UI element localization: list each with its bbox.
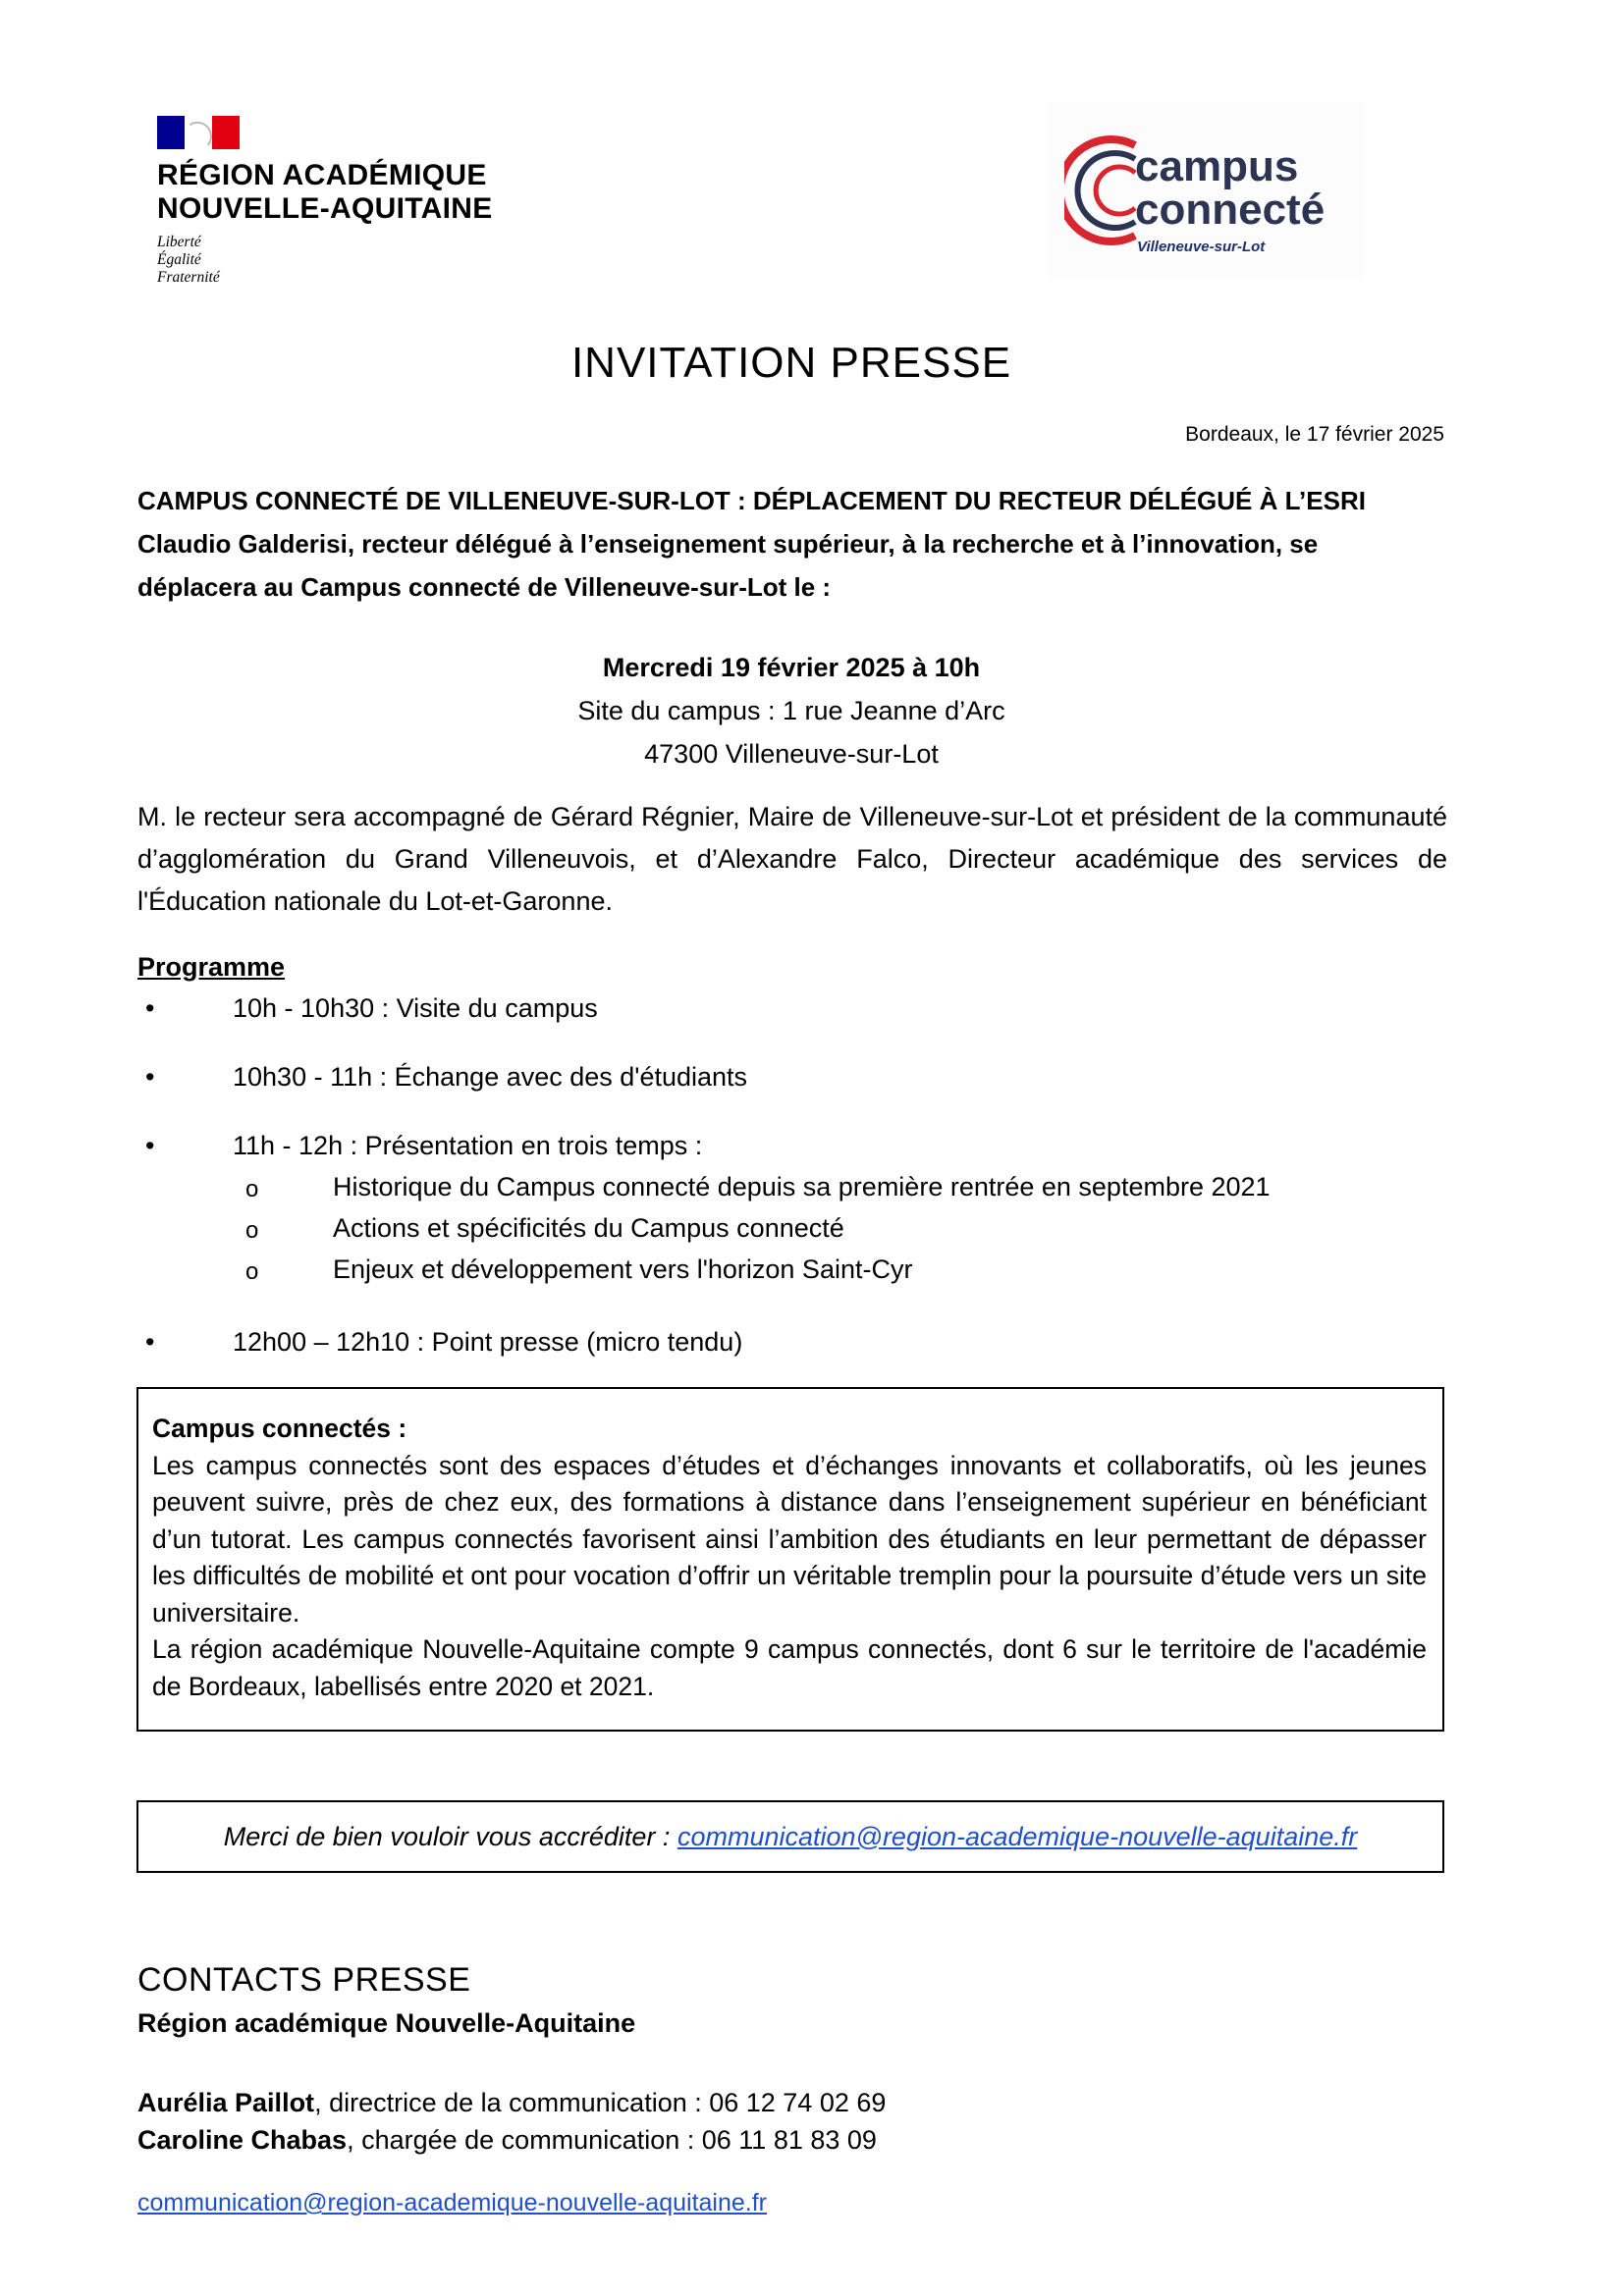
sub-bullet-icon: o bbox=[245, 1176, 259, 1202]
event-address-2: 47300 Villeneuve-sur-Lot bbox=[644, 739, 939, 769]
contacts-title: CONTACTS PRESSE bbox=[137, 1961, 471, 1999]
contacts-organization: Région académique Nouvelle-Aquitaine bbox=[137, 2008, 636, 2038]
contact-role: , chargée de communication : 06 11 81 83 09 bbox=[347, 2125, 877, 2155]
programme-subitem: Historique du Campus connecté depuis sa première rentrée en septembre 2021 bbox=[333, 1172, 1271, 1201]
logo-word-connecte: connecté bbox=[1135, 186, 1326, 234]
bullet-icon: • bbox=[145, 1327, 155, 1357]
devise-fraternite: Fraternité bbox=[157, 269, 220, 286]
dateline: Bordeaux, le 17 février 2025 bbox=[1185, 423, 1444, 446]
sub-bullet-icon: o bbox=[245, 1258, 259, 1285]
sub-bullet-icon: o bbox=[245, 1217, 259, 1244]
programme-subitem: Actions et spécificités du Campus connecté bbox=[333, 1213, 844, 1243]
devise-liberte: Liberté bbox=[157, 234, 201, 250]
programme-item: 12h00 – 12h10 : Point presse (micro tendu) bbox=[233, 1327, 743, 1357]
programme-title: Programme bbox=[137, 952, 286, 982]
devise-egalite: Égalité bbox=[157, 251, 201, 268]
contact-name: Aurélia Paillot bbox=[137, 2088, 315, 2117]
lead-block bbox=[137, 479, 1443, 609]
logo-name-line-1: RÉGION ACADÉMIQUE bbox=[157, 159, 487, 191]
programme-item: 11h - 12h : Présentation en trois temps : bbox=[233, 1131, 703, 1160]
contact-name: Caroline Chabas bbox=[137, 2125, 348, 2155]
contact-line bbox=[137, 2088, 886, 2118]
info-box-text-1: Les campus connectés sont des espaces d’études et d’échanges innovants et collaboratifs, où les jeunes peuvent suivre, près de chez eux, des formations à distance dans l’enseignement supérieur en bénéficiant d’un tutorat. Les campus connectés favorisent ainsi l’ambition des étudiants en leur permettant de dépasser les difficultés de mobilité et ont pour vocation d’offrir un véritable tremplin pour la poursuite d’étude vers un site universitaire. bbox=[152, 1450, 1427, 1628]
info-box-text-2: La région académique Nouvelle-Aquitaine compte 9 campus connectés, dont 6 sur le territoire de l'académie de Bordeaux, labellisés entre 2020 et 2021. bbox=[152, 1634, 1427, 1701]
marianne-flag-icon bbox=[157, 116, 240, 149]
contact-role: , directrice de la communication : 06 12 74 02 69 bbox=[314, 2088, 887, 2117]
programme-subitem: Enjeux et développement vers l'horizon Saint-Cyr bbox=[333, 1255, 913, 1284]
intro-paragraph: M. le recteur sera accompagné de Gérard Régnier, Maire de Villeneuve-sur-Lot et président de la communauté d’agglomération du Grand Villeneuvois, et d’Alexandre Falco, Directeur académique des services de l'Éducation nationale du Lot-et-Garonne. bbox=[137, 802, 1447, 916]
accreditation-email-link[interactable]: communication@region-academique-nouvelle-aquitaine.fr bbox=[677, 1821, 1358, 1851]
contacts-email-link[interactable]: communication@region-academique-nouvelle-aquitaine.fr bbox=[137, 2189, 768, 2216]
event-address-1: Site du campus : 1 rue Jeanne d’Arc bbox=[577, 696, 1005, 725]
logo-city: Villeneuve-sur-Lot bbox=[1137, 239, 1266, 255]
document-title: INVITATION PRESSE bbox=[570, 339, 1012, 387]
bullet-icon: • bbox=[145, 993, 155, 1023]
info-box bbox=[136, 1387, 1444, 1732]
lead-line-2: Claudio Galderisi, recteur délégué à l’enseignement supérieur, à la recherche et à l’innovation, se bbox=[137, 529, 1319, 559]
contact-line bbox=[137, 2125, 877, 2156]
accreditation-text: Merci de bien vouloir vous accréditer : bbox=[223, 1821, 677, 1851]
event-date: Mercredi 19 février 2025 à 10h bbox=[602, 653, 981, 682]
event-details bbox=[0, 646, 1583, 775]
programme-item: 10h30 - 11h : Échange avec des d'étudiants bbox=[233, 1062, 748, 1092]
logo-name-line-2: NOUVELLE-AQUITAINE bbox=[157, 192, 493, 225]
region-academique-logo bbox=[157, 116, 569, 287]
lead-heading: CAMPUS CONNECTÉ DE VILLENEUVE-SUR-LOT : DÉPLACEMENT DU RECTEUR DÉLÉGUÉ À L’ESRI bbox=[137, 486, 1366, 515]
programme-item: 10h - 10h30 : Visite du campus bbox=[233, 993, 598, 1023]
accreditation-box bbox=[136, 1800, 1444, 1873]
bullet-icon: • bbox=[145, 1062, 155, 1092]
lead-line-3: déplacera au Campus connecté de Villeneuve-sur-Lot le : bbox=[137, 572, 832, 602]
campus-connecte-logo bbox=[1047, 102, 1365, 279]
bullet-icon: • bbox=[145, 1131, 155, 1160]
logo-word-campus: campus bbox=[1135, 142, 1299, 190]
logo-devise bbox=[157, 234, 569, 287]
info-box-title: Campus connectés : bbox=[152, 1414, 407, 1443]
